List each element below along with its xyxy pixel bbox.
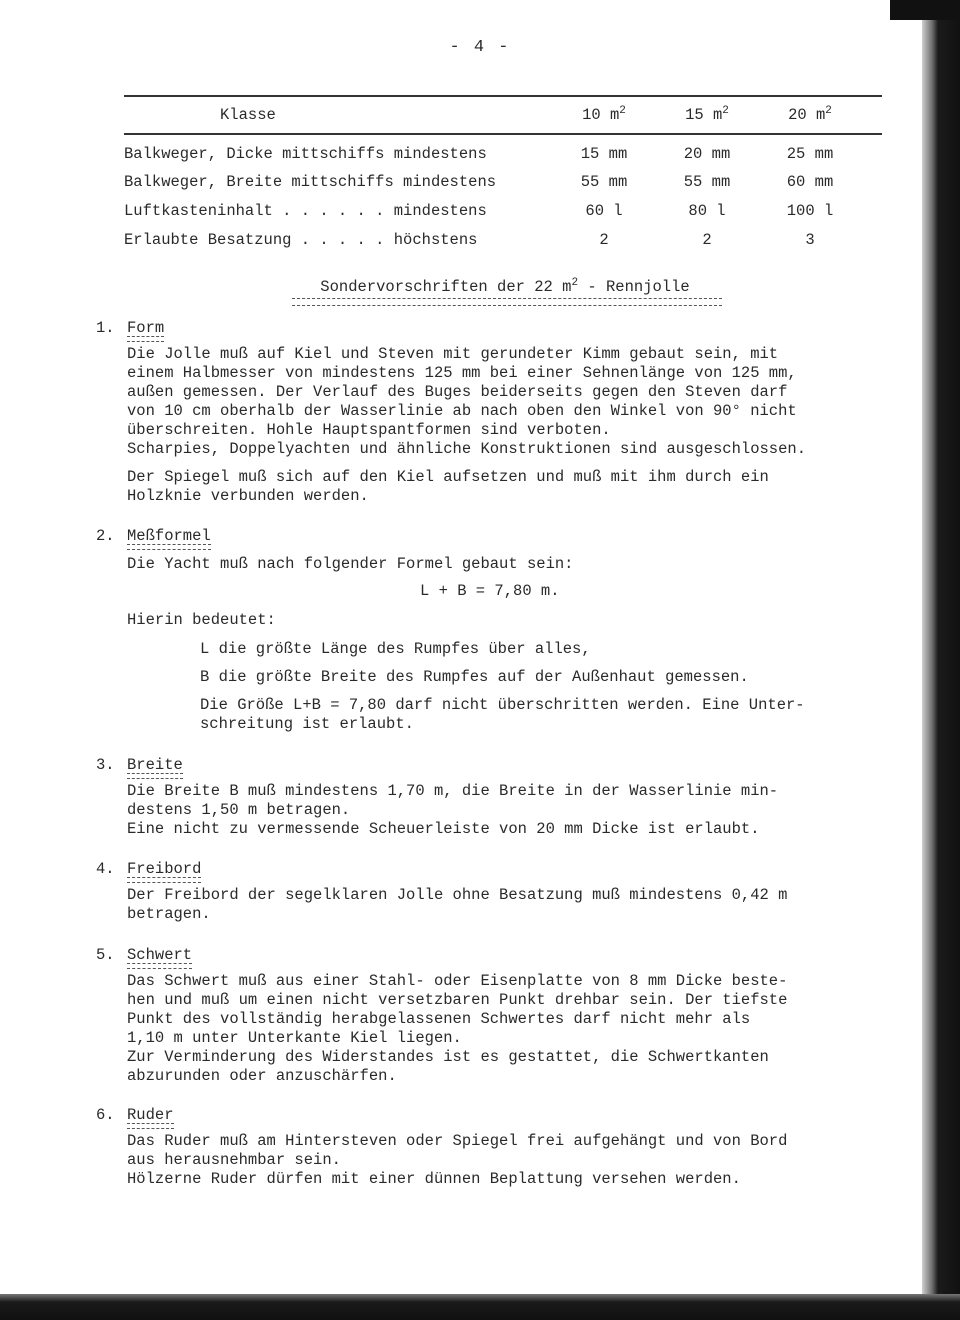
text-line: hen und muß um einen nicht versetzbaren Punkt drehbar sein. Der tiefste (127, 991, 788, 1009)
section-title-form: Form (127, 319, 165, 337)
section-number: 3. (96, 756, 115, 774)
cell-10m: 2 (599, 231, 609, 249)
cell-20m: 100 l (786, 202, 834, 220)
text-line: B die größte Breite des Rumpfes auf der Außenhaut gemessen. (200, 668, 749, 686)
cell-20m: 3 (805, 231, 815, 249)
text-line: Die Jolle muß auf Kiel und Steven mit gerundeter Kimm gebaut sein, mit (127, 345, 779, 363)
table-row (124, 231, 815, 253)
cell-15m: 55 mm (683, 173, 731, 191)
text-line: abzurunden oder anzuschärfen. (127, 1067, 397, 1085)
scan-edge-right (922, 0, 960, 1320)
text-line: Punkt des vollständig herabgelassenen Schwertes darf nicht mehr als (127, 1010, 751, 1028)
text-line: Die Größe L+B = 7,80 darf nicht überschritten werden. Eine Unter- (200, 696, 805, 714)
cell-10m: 15 mm (580, 145, 628, 163)
table-rule-top (124, 95, 882, 97)
heading-double-underline (292, 298, 722, 306)
formula: L + B = 7,80 m. (420, 582, 560, 600)
text-line: betragen. (127, 905, 211, 923)
text-line: Das Schwert muß aus einer Stahl- oder Eisenplatte von 8 mm Dicke beste- (127, 972, 788, 990)
text-line: Zur Verminderung des Widerstandes ist es gestattet, die Schwertkanten (127, 1048, 769, 1066)
section-number: 2. (96, 527, 115, 545)
cell-10m: 55 mm (580, 173, 628, 191)
section-number: 6. (96, 1106, 115, 1124)
scan-edge-top (890, 0, 960, 20)
header-10m: 10 $m^2$ (582, 105, 626, 124)
cell-15m: 2 (702, 231, 712, 249)
cell-10m: 60 l (585, 202, 623, 220)
section-number: 1. (96, 319, 115, 337)
section-title-messformel: Meßformel (127, 527, 211, 545)
page-number: - 4 - (449, 38, 511, 57)
text-line: L die größte Länge des Rumpfes über alles, (200, 640, 591, 658)
text-line: Eine nicht zu vermessende Scheuerleiste von 20 mm Dicke ist erlaubt. (127, 820, 760, 838)
text-line: von 10 cm oberhalb der Wasserlinie ab nach oben den Winkel von 90° nicht (127, 402, 797, 420)
section-number: 5. (96, 946, 115, 964)
text-line: Hölzerne Ruder dürfen mit einer dünnen Beplattung versehen werden. (127, 1170, 741, 1188)
text-line: Der Freibord der segelklaren Jolle ohne Besatzung muß mindestens 0,42 m (127, 886, 788, 904)
section-number: 4. (96, 860, 115, 878)
special-rules-heading: Sondervorschriften der 22 $m^2$ - Rennjolle (320, 277, 690, 296)
text-line: außen gemessen. Der Verlauf des Buges beiderseits gegen den Steven darf (127, 383, 788, 401)
cell-20m: 25 mm (786, 145, 834, 163)
row-label: Luftkasteninhalt . . . . . . mindestens (124, 202, 487, 220)
cell-15m: 20 mm (683, 145, 731, 163)
text-line: Holzknie verbunden werden. (127, 487, 369, 505)
header-15m: 15 $m^2$ (685, 105, 729, 124)
row-label: Balkweger, Breite mittschiffs mindestens (124, 173, 497, 191)
section-title-breite: Breite (127, 756, 183, 774)
table-row (124, 145, 834, 167)
table-header-row (124, 105, 832, 128)
row-label: Erlaubte Besatzung . . . . . höchstens (124, 231, 478, 249)
table-row (124, 202, 834, 224)
cell-20m: 60 mm (786, 173, 834, 191)
header-klasse: Klasse (220, 106, 276, 124)
text-line: 1,10 m unter Unterkante Kiel liegen. (127, 1029, 462, 1047)
header-20m: 20 $m^2$ (788, 105, 832, 124)
text-line: einem Halbmesser von mindestens 125 mm bei einer Sehnenlänge von 125 mm, (127, 364, 797, 382)
text-line: Das Ruder muß am Hintersteven oder Spiegel frei aufgehängt und von Bord (127, 1132, 788, 1150)
text-line: Die Yacht muß nach folgender Formel gebaut sein: (127, 555, 574, 573)
text-line: Die Breite B muß mindestens 1,70 m, die Breite in der Wasserlinie min- (127, 782, 779, 800)
cell-15m: 80 l (688, 202, 726, 220)
row-label: Balkweger, Dicke mittschiffs mindestens (124, 145, 487, 163)
section-title-freibord: Freibord (127, 860, 202, 878)
text-line: Hierin bedeutet: (127, 611, 276, 629)
text-line: Der Spiegel muß sich auf den Kiel aufsetzen und muß mit ihm durch ein (127, 468, 769, 486)
text-line: überschreiten. Hohle Hauptspantformen sind verboten. (127, 421, 611, 439)
text-line: destens 1,50 m betragen. (127, 801, 351, 819)
table-rule-header (124, 133, 882, 135)
section-title-ruder: Ruder (127, 1106, 174, 1124)
text-line: schreitung ist erlaubt. (200, 715, 414, 733)
scan-edge-bottom (0, 1294, 960, 1320)
text-line: aus herausnehmbar sein. (127, 1151, 341, 1169)
section-title-schwert: Schwert (127, 946, 193, 964)
table-row (124, 173, 834, 195)
text-line: Scharpies, Doppelyachten und ähnliche Konstruktionen sind ausgeschlossen. (127, 440, 807, 458)
